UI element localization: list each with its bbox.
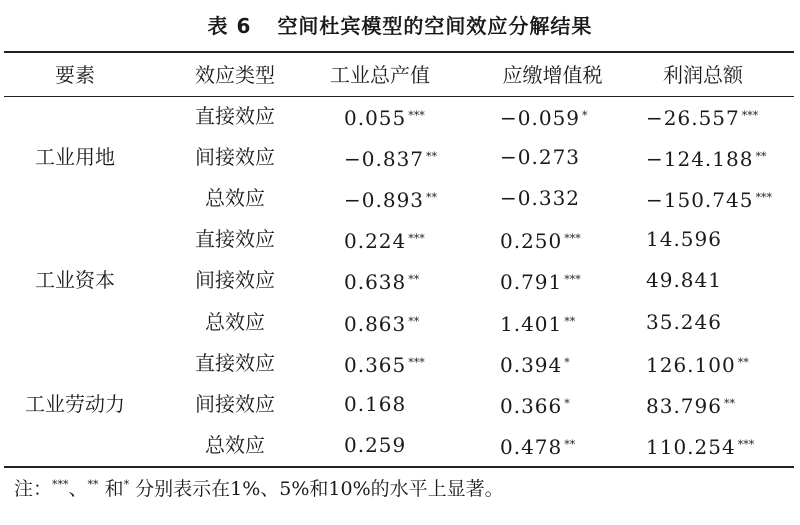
coefficient-value: −0.837	[344, 147, 425, 172]
coefficient-value: −26.557	[646, 106, 740, 130]
coefficient-value: −150.745	[646, 188, 754, 213]
group-factor-label: 工业用地	[35, 145, 115, 170]
significance-stars: *	[564, 396, 570, 410]
effect-type-cell: 直接效应	[195, 104, 275, 128]
significance-stars: **	[426, 191, 438, 205]
coefficient-value: 0.863	[344, 311, 407, 336]
value-cell-total-profit	[628, 260, 796, 300]
coefficient-value: 126.100	[646, 352, 736, 377]
coefficient-value: 0.394	[500, 352, 563, 377]
significance-stars: **	[408, 314, 420, 328]
significance-stars: **	[737, 355, 749, 369]
significance-stars: ***	[741, 109, 759, 122]
value-cell-total-profit	[628, 425, 796, 465]
significance-stars: ***	[737, 437, 755, 451]
group-factor-label: 工业资本	[35, 268, 115, 293]
note-mark-one-star: *	[123, 478, 130, 491]
coefficient-value: 0.250	[500, 229, 563, 254]
effect-type-cell: 总效应	[205, 432, 265, 457]
significance-stars: *	[582, 109, 588, 122]
note-text: 分别表示在1%、5%和10%的水平上显著。	[135, 478, 504, 500]
header-factor: 要素	[55, 63, 95, 87]
coefficient-value: −0.893	[344, 188, 425, 213]
coefficient-value: 110.254	[646, 434, 736, 459]
significance-stars: ***	[408, 232, 425, 246]
significance-stars: ***	[408, 109, 425, 122]
significance-stars: **	[408, 273, 420, 287]
top-rule	[4, 51, 794, 53]
table-note	[14, 474, 504, 501]
coefficient-value: −124.188	[646, 147, 754, 172]
value-cell-industrial-output	[300, 178, 504, 218]
significance-stars: **	[755, 150, 767, 164]
effect-type-cell: 直接效应	[195, 350, 275, 375]
effect-type-cell: 直接效应	[195, 227, 275, 252]
coefficient-value: −0.332	[500, 186, 581, 211]
significance-stars: ***	[408, 355, 425, 369]
coefficient-value: −0.273	[500, 145, 581, 170]
value-cell-industrial-output	[300, 260, 504, 300]
effect-type-cell: 间接效应	[195, 145, 275, 170]
coefficient-value: 0.365	[344, 352, 407, 377]
significance-stars: **	[426, 150, 438, 164]
value-cell-industrial-output	[300, 343, 504, 383]
value-cell-total-profit	[628, 137, 796, 177]
note-and: 和	[104, 478, 124, 500]
table-number: 表 6	[207, 14, 252, 38]
coefficient-value: 83.796	[646, 393, 722, 418]
coefficient-value: 14.596	[646, 227, 722, 252]
significance-stars: **	[564, 437, 576, 451]
value-cell-industrial-output	[300, 302, 504, 342]
coefficient-value: 0.259	[344, 432, 407, 457]
significance-stars: *	[564, 355, 570, 369]
note-prefix: 注：	[14, 478, 53, 500]
coefficient-value: −0.059	[500, 106, 581, 130]
note-mark-three-star: ***	[52, 478, 69, 491]
coefficient-value: 0.224	[344, 229, 407, 254]
effect-type-cell: 总效应	[205, 186, 265, 211]
effect-type-cell: 间接效应	[195, 391, 275, 416]
value-cell-total-profit	[628, 96, 796, 136]
header-vat-payable: 应缴增值税	[502, 63, 603, 87]
header-industrial-output: 工业总产值	[330, 63, 430, 87]
note-separator: 、	[68, 478, 88, 500]
value-cell-total-profit	[628, 178, 796, 218]
effect-type-cell: 间接效应	[195, 268, 275, 293]
value-cell-industrial-output	[300, 384, 504, 424]
note-mark-two-star: **	[87, 478, 99, 491]
value-cell-industrial-output	[300, 219, 504, 259]
coefficient-value: 0.366	[500, 393, 563, 418]
coefficient-value: 0.478	[500, 434, 563, 459]
header-total-profit: 利润总额	[663, 63, 743, 87]
coefficient-value: 0.055	[344, 106, 407, 130]
header-effect-type: 效应类型	[195, 63, 275, 87]
coefficient-value: 1.401	[500, 311, 563, 336]
value-cell-industrial-output	[300, 137, 504, 177]
value-cell-industrial-output	[300, 96, 504, 136]
table-caption: 空间杜宾模型的空间效应分解结果	[277, 14, 593, 38]
coefficient-value: 0.638	[344, 270, 407, 295]
significance-stars: **	[723, 396, 735, 410]
value-cell-total-profit	[628, 302, 796, 342]
coefficient-value: 49.841	[646, 268, 722, 293]
value-cell-total-profit	[628, 384, 796, 424]
value-cell-industrial-output	[300, 425, 504, 465]
bottom-rule	[4, 466, 794, 468]
value-cell-total-profit	[628, 343, 796, 383]
value-cell-total-profit	[628, 219, 796, 259]
coefficient-value: 0.791	[500, 270, 563, 295]
significance-stars: ***	[755, 191, 772, 205]
significance-stars: **	[564, 314, 576, 328]
group-factor-label: 工业劳动力	[25, 391, 125, 416]
significance-stars: ***	[564, 273, 581, 287]
significance-stars: ***	[564, 232, 581, 246]
effect-type-cell: 总效应	[205, 309, 265, 334]
table-title	[0, 10, 800, 39]
coefficient-value: 0.168	[344, 391, 407, 416]
coefficient-value: 35.246	[646, 309, 722, 334]
